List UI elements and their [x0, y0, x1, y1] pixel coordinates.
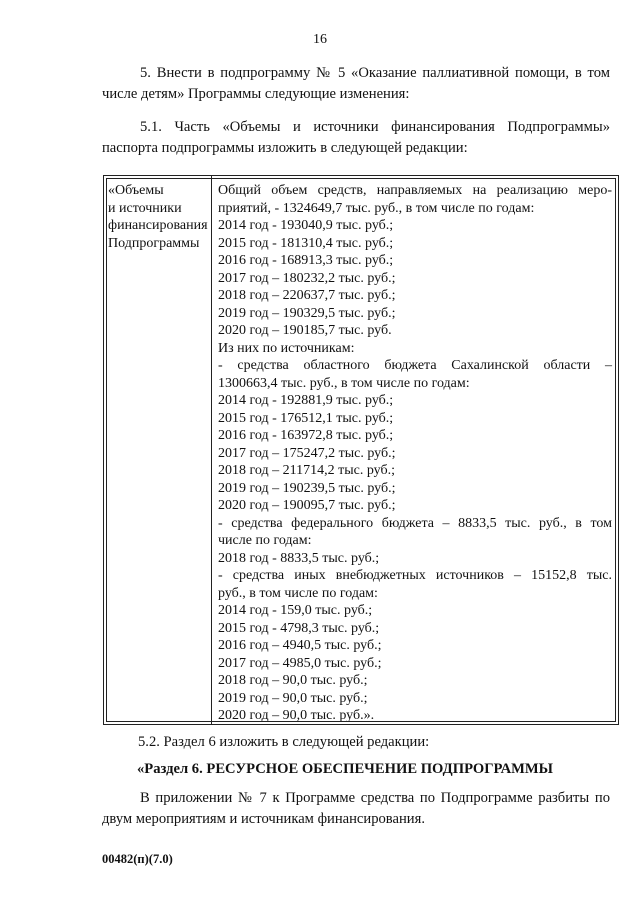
- funding-line: приятий, - 1324649,7 тыс. руб., в том числе по годам:: [218, 200, 535, 216]
- funding-line: 2018 год - 8833,5 тыс. руб.;: [218, 550, 380, 566]
- funding-line: 2017 год – 4985,0 тыс. руб.;: [218, 655, 382, 671]
- funding-line: 2018 год – 211714,2 тыс. руб.;: [218, 463, 395, 478]
- funding-line: 2018 год – 90,0 тыс. руб.;: [218, 673, 368, 688]
- funding-line: - средства иных внебюджетных источников – 15152,8 тыс.: [218, 568, 612, 583]
- funding-line: руб., в том числе по годам:: [218, 585, 378, 601]
- document-code: 00482(п)(7.0): [102, 852, 173, 866]
- funding-line: Из них по источникам:: [218, 340, 355, 356]
- funding-line: 2016 год – 4940,5 тыс. руб.;: [218, 638, 382, 653]
- funding-label-line: «Объемы: [108, 183, 164, 198]
- funding-table-label-cell: [104, 176, 212, 724]
- funding-line: 2016 год - 168913,3 тыс. руб.;: [218, 253, 394, 268]
- funding-line: 2018 год – 220637,7 тыс. руб.;: [218, 288, 396, 303]
- funding-line: 2015 год - 181310,4 тыс. руб.;: [218, 235, 394, 251]
- funding-line: 2014 год - 192881,9 тыс. руб.;: [218, 393, 394, 408]
- funding-line: 2014 год - 159,0 тыс. руб.;: [218, 603, 373, 618]
- funding-line: - средства федерального бюджета – 8833,5 тыс. руб., в том: [218, 515, 612, 531]
- page-number: 16: [313, 32, 327, 47]
- funding-label-line: Подпрограммы: [108, 235, 200, 251]
- funding-table-content-cell: [212, 176, 618, 724]
- paragraph-passport-part: 5.1. Часть «Объемы и источники финансирования Подпрограммы» паспорта подпрограммы изложить в следующей редакции:: [102, 119, 610, 156]
- funding-line: 2020 год – 190095,7 тыс. руб.;: [218, 498, 396, 513]
- funding-line: 2015 год - 176512,1 тыс. руб.;: [218, 410, 394, 426]
- paragraph-appendix-note: В приложении № 7 к Программе средства по Подпрограмме разбиты по двум мероприятиям и источникам финансирования.: [102, 790, 610, 827]
- funding-label-line: финансирования: [108, 218, 208, 233]
- funding-line: 2019 год – 190329,5 тыс. руб.;: [218, 305, 396, 321]
- funding-line: 2014 год - 193040,9 тыс. руб.;: [218, 218, 394, 233]
- funding-line: Общий объем средств, направляемых на реализацию меро-: [218, 183, 612, 198]
- funding-line: - средства областного бюджета Сахалинской области –: [218, 358, 612, 373]
- paragraph-amendment-intro: 5. Внести в подпрограмму № 5 «Оказание паллиативной помощи, в том числе детям» Программы следующие изменения:: [102, 65, 610, 102]
- funding-table: [103, 175, 619, 725]
- funding-line: числе по годам:: [218, 533, 312, 548]
- funding-line: 2019 год – 90,0 тыс. руб.;: [218, 690, 368, 706]
- funding-line: 2015 год - 4798,3 тыс. руб.;: [218, 620, 380, 636]
- funding-line: 2016 год - 163972,8 тыс. руб.;: [218, 428, 394, 443]
- funding-line: 2017 год – 180232,2 тыс. руб.;: [218, 270, 396, 286]
- funding-line: 2020 год – 90,0 тыс. руб.».: [218, 708, 375, 723]
- funding-line: 2020 год – 190185,7 тыс. руб.: [218, 323, 392, 338]
- funding-line: 2019 год – 190239,5 тыс. руб.;: [218, 480, 396, 496]
- section-title: «Раздел 6. РЕСУРСНОЕ ОБЕСПЕЧЕНИЕ ПОДПРОГРАММЫ: [137, 761, 554, 777]
- section-change-intro: 5.2. Раздел 6 изложить в следующей редакции:: [138, 734, 430, 750]
- funding-line: 1300663,4 тыс. руб., в том числе по годам:: [218, 375, 470, 391]
- funding-label-line: и источники: [108, 200, 182, 216]
- funding-line: 2017 год – 175247,2 тыс. руб.;: [218, 445, 396, 461]
